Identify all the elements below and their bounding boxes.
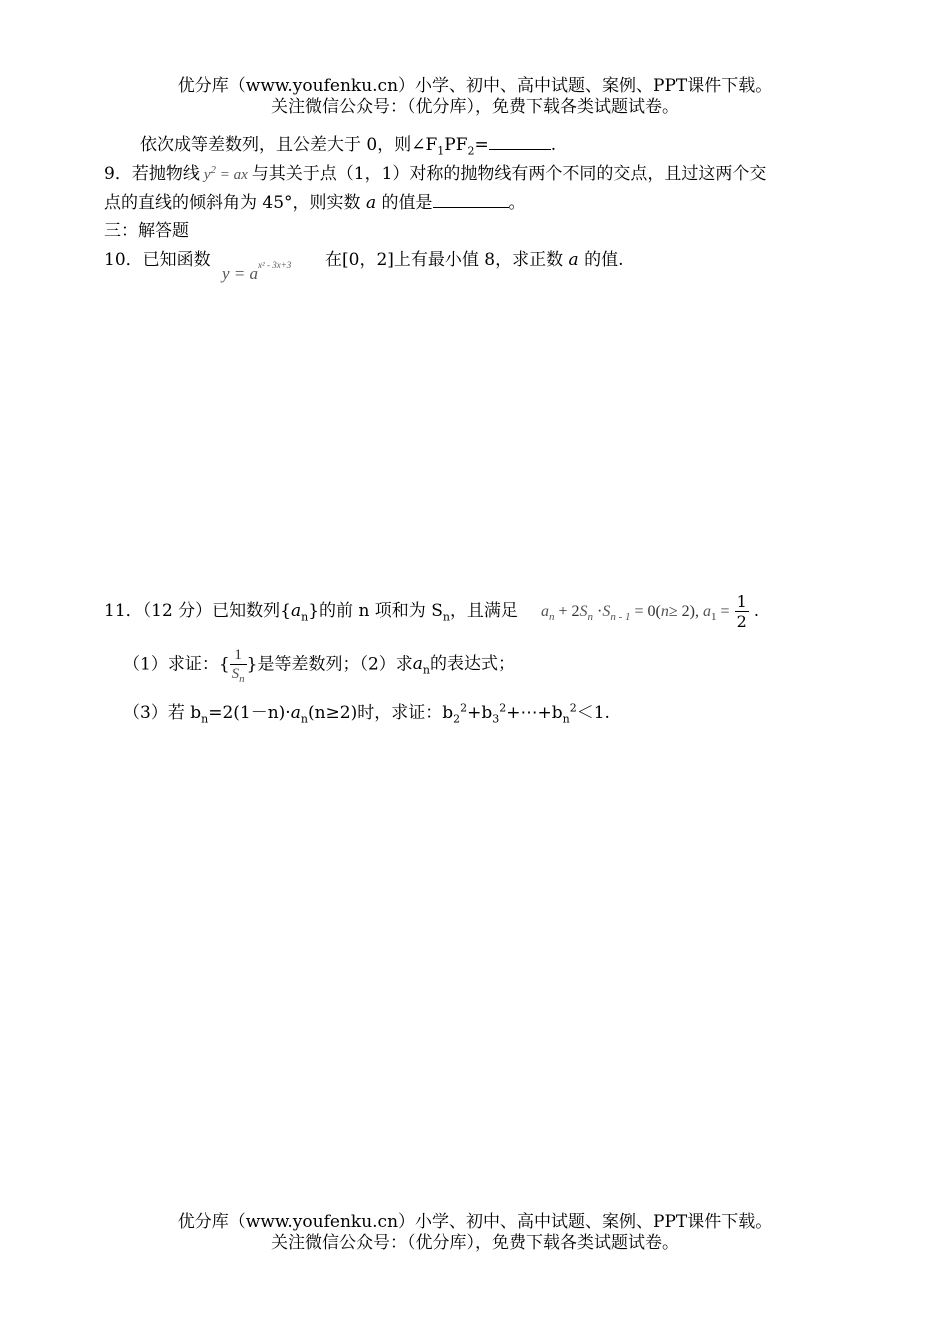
formula-parabola: $y^2$ = ax	[203, 164, 248, 183]
question-10-label: 10．已知函数	[104, 250, 211, 270]
header-line-2: 关注微信公众号：（优分库），免费下载各类试题试卷。	[271, 97, 679, 117]
header-line-1: 优分库（www.youfenku.cn）小学、初中、高中试题、案例、PPT课件下载。	[177, 76, 773, 96]
question-11-part-1-2: （1）求证：{ $\frac{1}{S_n}$ }是等差数列；（2）求$a_n$的表达式；	[123, 647, 516, 685]
fraction-one-over-sn: $\frac{1}{S_n}$	[231, 647, 245, 685]
question-10-text: 在[0，2]上有最小值 8，求正数 a 的值.	[325, 250, 624, 270]
question-9-line-1: 9．若抛物线 $y^2$ = ax 与其关于点（1，1）对称的抛物线有两个不同的交点，且过这两个交	[104, 164, 767, 184]
footer-line-2: 关注微信公众号：（优分库），免费下载各类试题试卷。	[271, 1233, 679, 1253]
question-8-tail: 依次成等差数列，且公差大于 0，则$\angle F_1PF_2=$ .	[140, 135, 557, 158]
answer-blank-q8	[489, 149, 551, 150]
section-title: 三：解答题	[104, 221, 189, 241]
fraction-one-half: $\frac{1}{2}$	[736, 592, 747, 632]
formula-recurrence: $a_n + 2S_n \cdot S_{n - 1} = 0(n\ge 2)$, $a_1$ = $\frac{1}{2}$ .	[541, 592, 759, 632]
formula-exponential: $y = a^{x^2 - 3x+3}$	[222, 260, 292, 283]
question-11-line-1: 11．（12 分）已知数列$\{a_n\}$的前 n 项和为 $S_n$，且满足	[104, 601, 518, 624]
answer-blank-q9	[433, 207, 509, 208]
question-11-part-3: （3）若 $b_n=2(1-n)\cdot a_n(n\ge 2)$时，求证：$b_2^2+b_3^2+\cdots+b_n^2<1$.	[123, 701, 610, 726]
question-9-line-2: 点的直线的倾斜角为 45°，则实数 a 的值是 。	[104, 193, 526, 213]
footer-line-1: 优分库（www.youfenku.cn）小学、初中、高中试题、案例、PPT课件下载。	[177, 1212, 773, 1232]
